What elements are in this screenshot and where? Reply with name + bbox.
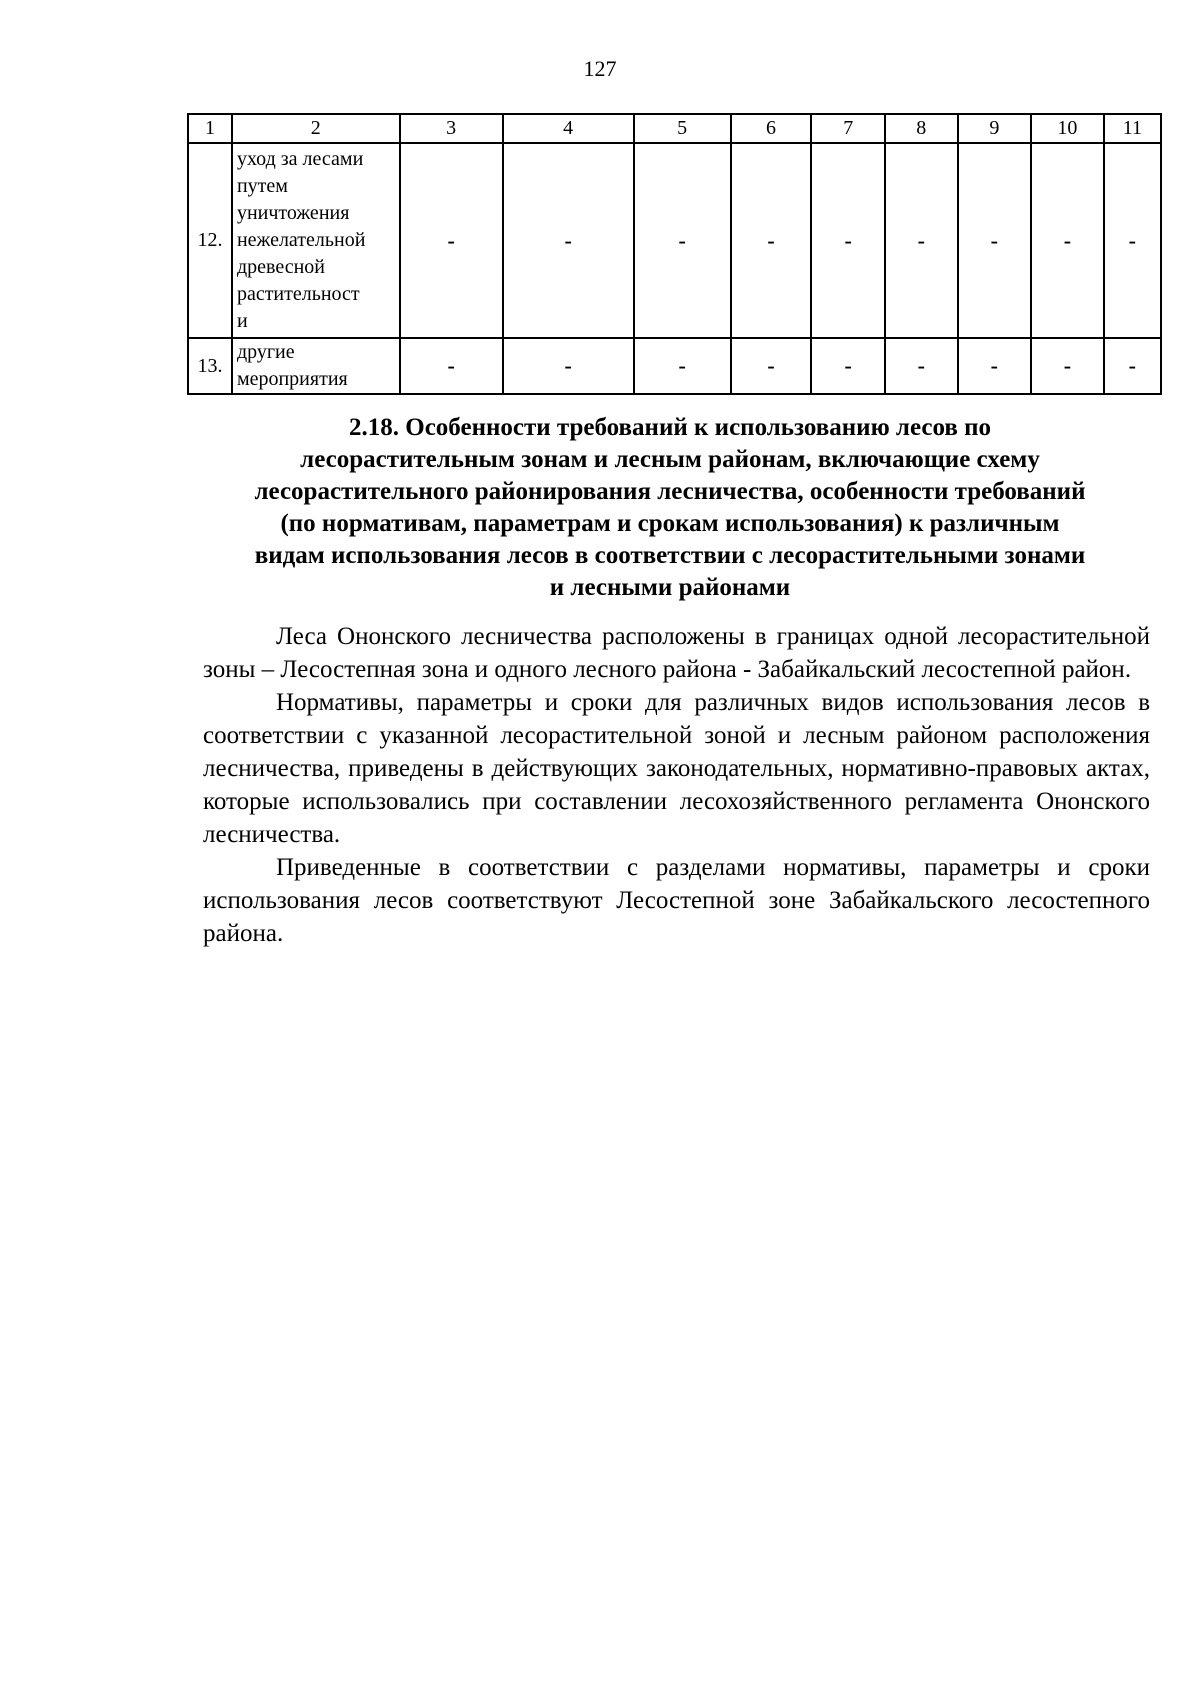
table-cell: - bbox=[634, 143, 731, 338]
table-row bbox=[188, 338, 1161, 394]
section-title-line: видам использования лесов в соответствии с лесорастительными зонами bbox=[254, 542, 1086, 569]
section-title-line: лесорастительным зонам и лесным районам, включающие схему bbox=[300, 446, 1040, 473]
table-header-row bbox=[188, 114, 1161, 143]
row-description-line: растительност bbox=[236, 283, 360, 305]
table-header-cell: 4 bbox=[503, 114, 634, 143]
page-number: 127 bbox=[583, 56, 617, 81]
table-cell: - bbox=[958, 143, 1032, 338]
body-paragraph: Приведенные в соответствии с разделами нормативы, параметры и сроки использования лесов соответствуют Лесостепной зоне Забайкальского лесостепного района. bbox=[203, 854, 1150, 947]
row-description-line: другие bbox=[236, 341, 295, 363]
section-title bbox=[190, 412, 1150, 604]
body-paragraph: Нормативы, параметры и сроки для различных видов использования лесов в соответствии с указанной лесорастительной зоной и лесным районом расположения лесничества, приведены в действующих законодательных, нормативно-правовых актах, которые использовались при составлении лесохозяйственного регламента Ононского лесничества. bbox=[203, 689, 1150, 848]
row-description bbox=[232, 338, 400, 394]
table-cell: - bbox=[1031, 338, 1104, 394]
table-header-cell: 6 bbox=[731, 114, 812, 143]
table-cell: - bbox=[885, 338, 958, 394]
section-title-line: (по нормативам, параметрам и срокам использования) к различным bbox=[280, 510, 1060, 537]
table-cell: - bbox=[885, 143, 958, 338]
table-cell: - bbox=[731, 338, 812, 394]
section-title-line: и лесными районами bbox=[549, 574, 791, 601]
row-description-line: мероприятия bbox=[236, 368, 348, 390]
table-header-cell: 3 bbox=[400, 114, 503, 143]
table-header-cell: 8 bbox=[885, 114, 958, 143]
body-paragraph: Леса Ононского лесничества расположены в границах одной лесорастительной зоны – Лесостепная зона и одного лесного района - Забайкальский лесостепной район. bbox=[203, 623, 1150, 683]
table-cell: - bbox=[1104, 338, 1161, 394]
row-description-line: уход за лесами bbox=[236, 148, 364, 170]
table-row bbox=[188, 143, 1161, 338]
row-description-line: и bbox=[236, 310, 248, 332]
row-number: 13. bbox=[188, 338, 232, 394]
table-cell: - bbox=[811, 143, 885, 338]
section-title-line: 2.18. Особенности требований к использованию лесов по bbox=[349, 414, 991, 441]
section-body bbox=[203, 620, 1150, 950]
table-cell: - bbox=[503, 143, 634, 338]
table-cell: - bbox=[958, 338, 1032, 394]
forest-measures-table bbox=[187, 113, 1162, 395]
table-cell: - bbox=[1031, 143, 1104, 338]
table-cell: - bbox=[634, 338, 731, 394]
table-header-cell: 7 bbox=[811, 114, 885, 143]
table-header-cell: 5 bbox=[634, 114, 731, 143]
table-cell: - bbox=[503, 338, 634, 394]
table-header-cell: 11 bbox=[1104, 114, 1161, 143]
table-header-cell: 2 bbox=[232, 114, 400, 143]
table-header-cell: 10 bbox=[1031, 114, 1104, 143]
table-cell: - bbox=[731, 143, 812, 338]
row-description-line: нежелательной bbox=[236, 229, 366, 251]
row-description-line: уничтожения bbox=[236, 202, 350, 224]
table-cell: - bbox=[811, 338, 885, 394]
table-cell: - bbox=[400, 338, 503, 394]
row-description-line: путем bbox=[236, 175, 288, 197]
row-description-line: древесной bbox=[236, 256, 325, 278]
table-header-cell: 9 bbox=[958, 114, 1032, 143]
table-header-cell: 1 bbox=[188, 114, 232, 143]
row-number: 12. bbox=[188, 143, 232, 338]
section-title-line: лесорастительного районирования лесничества, особенности требований bbox=[254, 478, 1086, 505]
table-cell: - bbox=[400, 143, 503, 338]
table-cell: - bbox=[1104, 143, 1161, 338]
row-description bbox=[232, 143, 400, 338]
